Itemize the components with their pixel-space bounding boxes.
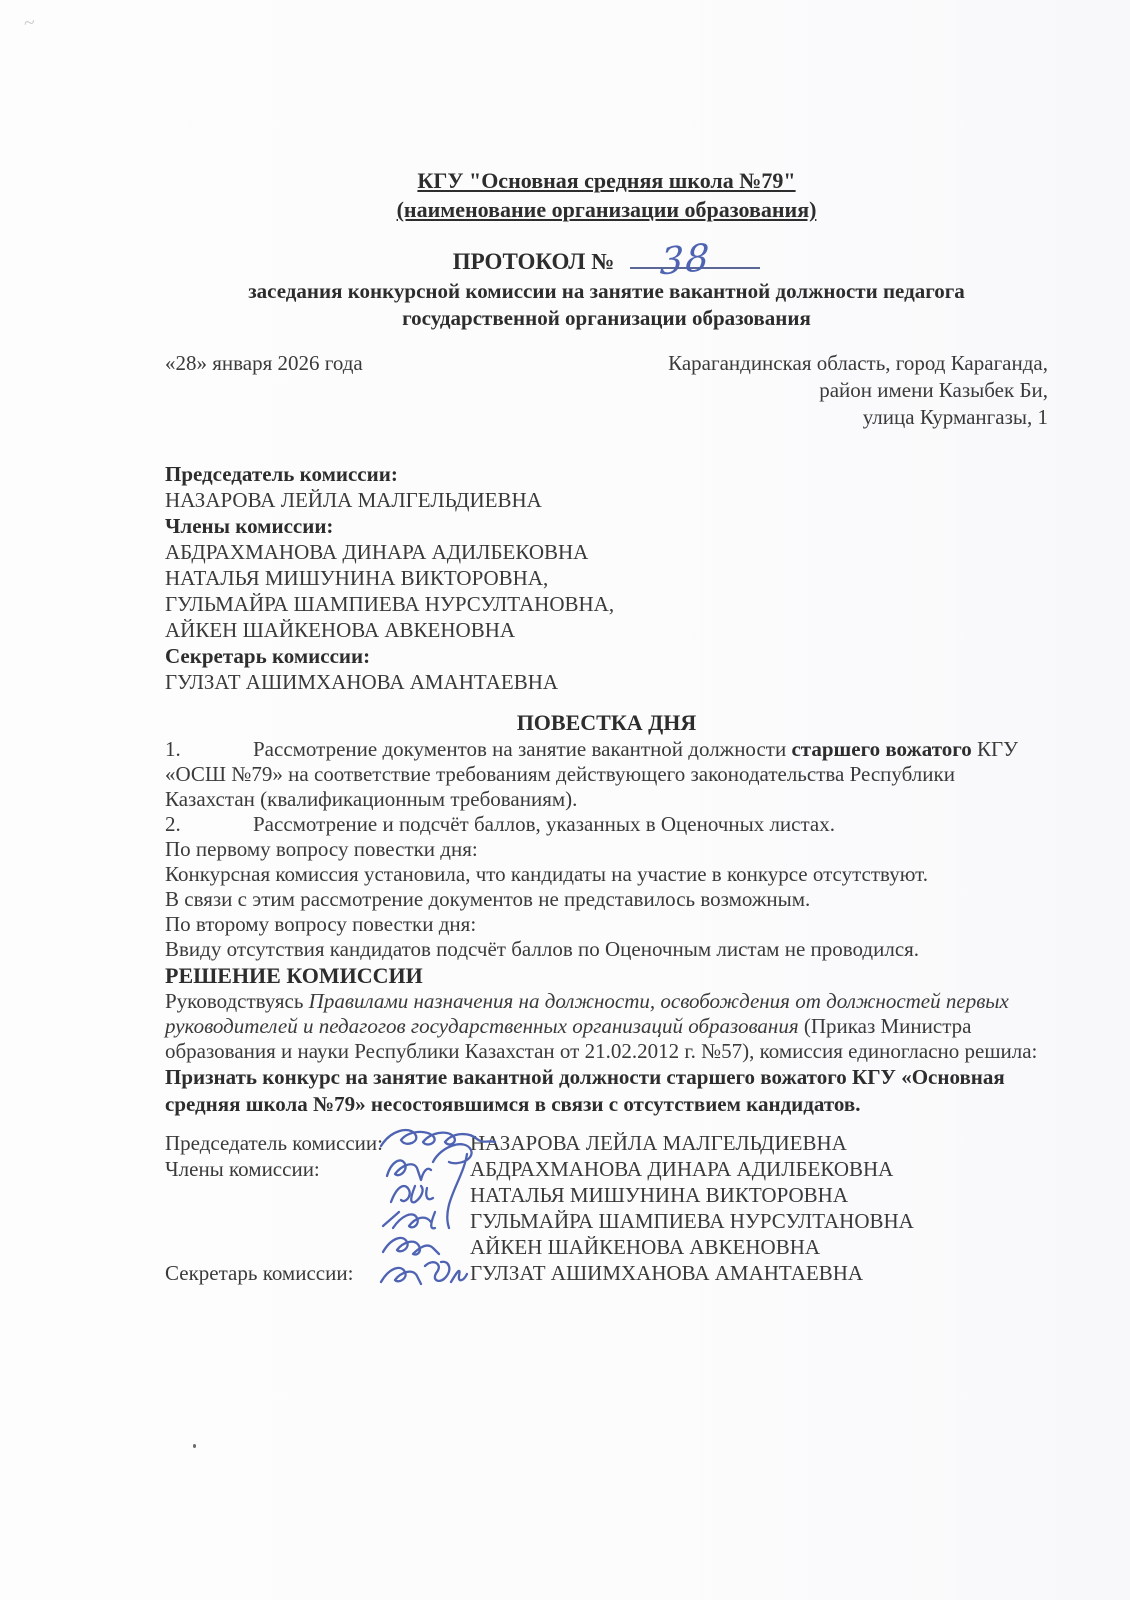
signature-members-label: Члены комиссии:	[165, 1157, 320, 1181]
commission-secretary-name: ГУЛЗАТ АШИМХАНОВА АМАНТАЕВНА	[165, 670, 559, 694]
decision-rules-reference: Правилами назначения на должности, освобождения от должностей первых руководителей и педагогов государственных организаций образования	[165, 989, 1009, 1038]
question1-finding-1: Конкурсная комиссия установила, что кандидаты на участие в конкурсе отсутствуют.	[165, 862, 928, 886]
commission-secretary-label: Секретарь комиссии:	[165, 644, 371, 668]
signature-member-name: АЙКЕН ШАЙКЕНОВА АВКЕНОВНА	[470, 1235, 821, 1259]
question1-finding-2: В связи с этим рассмотрение документов не представилось возможным.	[165, 887, 811, 911]
signature-row-member	[165, 1234, 1048, 1260]
decision-resolution: Признать конкурс на занятие вакантной должности старшего вожатого КГУ «Основная средняя школа №79» несостоявшимся в связи с отсутствием кандидатов.	[165, 1065, 1005, 1116]
protocol-description-line2: государственной организации образования	[402, 306, 811, 330]
protocol-date: «28» января 2026 года	[165, 351, 363, 375]
signature-row-member	[165, 1156, 1048, 1182]
signature-row-member	[165, 1182, 1048, 1208]
decision-lead: Руководствуясь	[165, 989, 309, 1013]
agenda-title: ПОВЕСТКА ДНЯ	[516, 710, 697, 735]
location-line: улица Курмангазы, 1	[862, 405, 1048, 429]
signature-secretary-name: ГУЛЗАТ АШИМХАНОВА АМАНТАЕВНА	[470, 1261, 864, 1285]
signature-member-name: НАТАЛЬЯ МИШУНИНА ВИКТОРОВНА	[470, 1183, 849, 1207]
scan-artifact-tilde: ~	[22, 11, 37, 35]
commission-list	[165, 461, 1048, 695]
signature-member-name: ГУЛЬМАЙРА ШАМПИЕВА НУРСУЛТАНОВНА	[470, 1209, 914, 1233]
commission-member-name: АБДРАХМАНОВА ДИНАРА АДИЛБЕКОВНА	[165, 540, 589, 564]
protocol-description-line1: заседания конкурсной комиссии на занятие вакантной должности педагога	[248, 279, 965, 303]
decision-paragraph	[165, 989, 1048, 1064]
date-location-row	[165, 350, 1048, 431]
document-header	[165, 166, 1048, 332]
commission-chair-label: Председатель комиссии:	[165, 462, 398, 486]
agenda-item-2-text: Рассмотрение и подсчёт баллов, указанных в Оценочных листах.	[253, 812, 835, 836]
protocol-label: ПРОТОКОЛ №	[452, 249, 615, 274]
agenda-item-1	[165, 737, 1048, 812]
signature-member-name: АБДРАХМАНОВА ДИНАРА АДИЛБЕКОВНА	[470, 1157, 894, 1181]
org-title: КГУ "Основная средняя школа №79"	[417, 168, 796, 193]
agenda-item-1-bold-text: старшего вожатого	[791, 737, 972, 761]
question2-label: По второму вопросу повестки дня:	[165, 912, 477, 936]
agenda-section	[165, 709, 1048, 962]
signature-row-member	[165, 1208, 1048, 1234]
agenda-item-2-number: 2.	[165, 812, 181, 836]
signature-row-secretary	[165, 1260, 1048, 1286]
org-subtitle: (наименование организации образования)	[396, 197, 817, 222]
commission-member-name: ГУЛЬМАЙРА ШАМПИЕВА НУРСУЛТАНОВНА,	[165, 592, 615, 616]
signature-chair-label: Председатель комиссии:	[165, 1131, 383, 1155]
protocol-number-underline	[630, 235, 760, 284]
agenda-item-1-text-tail: КГУ «ОСШ №79» на соответствие требованиям действующего законодательства Республики Казахстан (квалификационным требованиям).	[165, 737, 1019, 811]
protocol-number-handwritten: 38	[659, 235, 713, 284]
commission-members-label: Члены комиссии:	[165, 514, 334, 538]
signature-chair-name: НАЗАРОВА ЛЕЙЛА МАЛГЕЛЬДИЕВНА	[470, 1131, 847, 1155]
question2-finding: Ввиду отсутствия кандидатов подсчёт баллов по Оценочным листам не проводился.	[165, 937, 920, 961]
question1-label: По первому вопросу повестки дня:	[165, 837, 478, 861]
scan-artifact-dot	[193, 1444, 196, 1448]
signature-secretary-label: Секретарь комиссии:	[165, 1261, 354, 1285]
decision-tail: (Приказ Министра образования и науки Республики Казахстан от 21.02.2012 г. №57), комиссия единогласно решила:	[165, 1014, 1038, 1063]
location-line: Карагандинская область, город Караганда,	[668, 351, 1048, 375]
decision-section	[165, 962, 1048, 1118]
commission-chair-name: НАЗАРОВА ЛЕЙЛА МАЛГЕЛЬДИЕВНА	[165, 488, 542, 512]
signatures-section	[165, 1130, 1048, 1286]
agenda-item-1-number: 1.	[165, 737, 181, 761]
agenda-item-1-text: Рассмотрение документов на занятие вакантной должности	[253, 737, 792, 761]
commission-member-name: АЙКЕН ШАЙКЕНОВА АВКЕНОВНА	[165, 618, 516, 642]
commission-member-name: НАТАЛЬЯ МИШУНИНА ВИКТОРОВНА,	[165, 566, 549, 590]
agenda-item-2	[165, 812, 1048, 837]
location-block	[668, 350, 1048, 431]
location-line: район имени Казыбек Би,	[819, 378, 1048, 402]
protocol-number-line	[165, 235, 1048, 284]
signature-row-chair	[165, 1130, 1048, 1156]
decision-title: РЕШЕНИЕ КОМИССИИ	[165, 963, 423, 988]
